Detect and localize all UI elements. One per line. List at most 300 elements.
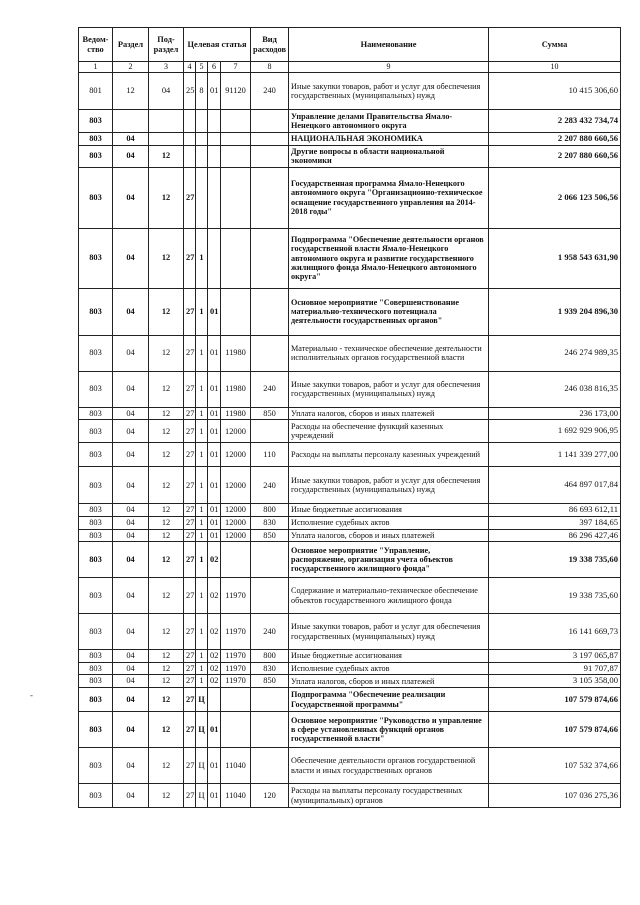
item-name-cell: Исполнение судебных актов: [289, 516, 489, 529]
item-name-cell: Государственная программа Ямало-Ненецкого автономного округа "Организационно-техническое оснащение государственного управления на 2014-2018 годы": [289, 167, 489, 228]
target-direction-cell: [221, 228, 251, 288]
podrazdel-cell: 12: [149, 675, 184, 688]
target-program-cell: 27: [184, 784, 196, 808]
vedomstvo-cell: 803: [79, 443, 113, 467]
table-row: [79, 529, 621, 542]
razdel-cell: 04: [113, 504, 149, 517]
podrazdel-cell: 12: [149, 662, 184, 675]
target-event-cell: 01: [208, 516, 221, 529]
podrazdel-cell: 12: [149, 145, 184, 167]
table-row: [79, 784, 621, 808]
vedomstvo-cell: 801: [79, 73, 113, 110]
item-name-cell: Обеспечение деятельности органов государственной власти и иных государственных органов: [289, 748, 489, 784]
item-name-cell: Другие вопросы в области национальной экономики: [289, 145, 489, 167]
sum-cell: 19 338 735,60: [489, 542, 621, 578]
vedomstvo-cell: 803: [79, 578, 113, 614]
item-name-cell: Иные бюджетные ассигнования: [289, 504, 489, 517]
target-event-cell: 01: [208, 467, 221, 504]
vedomstvo-cell: 803: [79, 167, 113, 228]
vedomstvo-cell: 803: [79, 407, 113, 420]
sum-cell: 236 173,00: [489, 407, 621, 420]
razdel-cell: 04: [113, 688, 149, 712]
col-header-razdel: Раздел: [113, 28, 149, 62]
item-name-cell: Подпрограмма "Обеспечение реализации Государственной программы": [289, 688, 489, 712]
target-program-cell: 25: [184, 73, 196, 110]
target-event-cell: [208, 167, 221, 228]
item-name-cell: Расходы на выплаты персоналу государственных (муниципальных) органов: [289, 784, 489, 808]
podrazdel-cell: 12: [149, 420, 184, 443]
target-subprogram-cell: 1: [196, 288, 208, 335]
target-direction-cell: [221, 110, 251, 133]
item-name-cell: Иные закупки товаров, работ и услуг для обеспечения государственных (муниципальных) нужд: [289, 614, 489, 650]
podrazdel-cell: 12: [149, 504, 184, 517]
target-event-cell: [208, 145, 221, 167]
target-direction-cell: 12000: [221, 504, 251, 517]
vedomstvo-cell: 803: [79, 542, 113, 578]
table-row: [79, 748, 621, 784]
target-program-cell: [184, 145, 196, 167]
podrazdel-cell: 12: [149, 614, 184, 650]
target-direction-cell: [221, 712, 251, 748]
target-event-cell: 02: [208, 542, 221, 578]
expense-type-cell: [251, 228, 289, 288]
sum-cell: 3 105 358,00: [489, 675, 621, 688]
table-row: [79, 467, 621, 504]
target-direction-cell: [221, 145, 251, 167]
sum-cell: 91 707,87: [489, 662, 621, 675]
razdel-cell: 04: [113, 407, 149, 420]
target-event-cell: 01: [208, 748, 221, 784]
podrazdel-cell: 12: [149, 542, 184, 578]
target-program-cell: 27: [184, 688, 196, 712]
sum-cell: 2 066 123 506,56: [489, 167, 621, 228]
target-program-cell: 27: [184, 288, 196, 335]
col-number: 6: [208, 62, 221, 73]
expense-type-cell: 240: [251, 371, 289, 407]
target-direction-cell: 12000: [221, 529, 251, 542]
item-name-cell: Управление делами Правительства Ямало-Ненецкого автономного округа: [289, 110, 489, 133]
razdel-cell: 04: [113, 748, 149, 784]
item-name-cell: Иные бюджетные ассигнования: [289, 650, 489, 663]
vedomstvo-cell: 803: [79, 712, 113, 748]
podrazdel-cell: 12: [149, 748, 184, 784]
target-program-cell: 27: [184, 228, 196, 288]
target-program-cell: 27: [184, 371, 196, 407]
item-name-cell: Уплата налогов, сборов и иных платежей: [289, 529, 489, 542]
target-direction-cell: [221, 542, 251, 578]
razdel-cell: 04: [113, 145, 149, 167]
target-subprogram-cell: 1: [196, 228, 208, 288]
table-row: [79, 578, 621, 614]
col-number: 1: [79, 62, 113, 73]
table-row: [79, 133, 621, 146]
target-subprogram-cell: 1: [196, 650, 208, 663]
podrazdel-cell: 12: [149, 167, 184, 228]
target-direction-cell: [221, 688, 251, 712]
col-number: 10: [489, 62, 621, 73]
vedomstvo-cell: 803: [79, 371, 113, 407]
target-direction-cell: 11040: [221, 784, 251, 808]
target-event-cell: 02: [208, 578, 221, 614]
razdel-cell: 04: [113, 784, 149, 808]
target-event-cell: 01: [208, 504, 221, 517]
podrazdel-cell: 04: [149, 73, 184, 110]
target-direction-cell: 11040: [221, 748, 251, 784]
podrazdel-cell: 12: [149, 443, 184, 467]
target-event-cell: 02: [208, 650, 221, 663]
item-name-cell: Уплата налогов, сборов и иных платежей: [289, 675, 489, 688]
podrazdel-cell: 12: [149, 335, 184, 371]
sum-cell: 2 283 432 734,74: [489, 110, 621, 133]
razdel-cell: 04: [113, 578, 149, 614]
target-subprogram-cell: Ц: [196, 784, 208, 808]
table-row: [79, 110, 621, 133]
col-header-vid: Вид расходов: [251, 28, 289, 62]
vedomstvo-cell: 803: [79, 614, 113, 650]
col-header-podrazdel: Под-раздел: [149, 28, 184, 62]
sum-cell: 246 274 989,35: [489, 335, 621, 371]
target-program-cell: [184, 133, 196, 146]
expense-type-cell: 830: [251, 516, 289, 529]
table-row: [79, 688, 621, 712]
razdel-cell: 04: [113, 614, 149, 650]
target-event-cell: 01: [208, 73, 221, 110]
target-program-cell: 27: [184, 504, 196, 517]
target-event-cell: 01: [208, 335, 221, 371]
item-name-cell: Уплата налогов, сборов и иных платежей: [289, 407, 489, 420]
vedomstvo-cell: 803: [79, 748, 113, 784]
table-row: [79, 662, 621, 675]
sum-cell: 1 958 543 631,90: [489, 228, 621, 288]
target-program-cell: 27: [184, 712, 196, 748]
razdel-cell: 04: [113, 675, 149, 688]
table-row: [79, 650, 621, 663]
target-direction-cell: [221, 167, 251, 228]
budget-table: [78, 27, 621, 808]
vedomstvo-cell: 803: [79, 662, 113, 675]
razdel-cell: 04: [113, 167, 149, 228]
expense-type-cell: [251, 145, 289, 167]
table-row: [79, 73, 621, 110]
sum-cell: 2 207 880 660,56: [489, 145, 621, 167]
target-subprogram-cell: [196, 145, 208, 167]
razdel-cell: 04: [113, 371, 149, 407]
vedomstvo-cell: 803: [79, 529, 113, 542]
expense-type-cell: 850: [251, 407, 289, 420]
table-row: [79, 407, 621, 420]
vedomstvo-cell: 803: [79, 516, 113, 529]
sum-cell: 107 579 874,66: [489, 712, 621, 748]
vedomstvo-cell: 803: [79, 288, 113, 335]
target-event-cell: 01: [208, 420, 221, 443]
vedomstvo-cell: 803: [79, 504, 113, 517]
sum-cell: 464 897 017,84: [489, 467, 621, 504]
expense-type-cell: 240: [251, 73, 289, 110]
sum-cell: 16 141 669,73: [489, 614, 621, 650]
target-program-cell: 27: [184, 542, 196, 578]
col-header-sum: Сумма: [489, 28, 621, 62]
target-event-cell: 01: [208, 712, 221, 748]
podrazdel-cell: 12: [149, 650, 184, 663]
expense-type-cell: [251, 748, 289, 784]
expense-type-cell: 120: [251, 784, 289, 808]
item-name-cell: Исполнение судебных актов: [289, 662, 489, 675]
razdel-cell: 04: [113, 529, 149, 542]
target-event-cell: 01: [208, 371, 221, 407]
razdel-cell: 04: [113, 467, 149, 504]
podrazdel-cell: 12: [149, 784, 184, 808]
target-subprogram-cell: 1: [196, 662, 208, 675]
target-program-cell: 27: [184, 407, 196, 420]
table-row: [79, 167, 621, 228]
vedomstvo-cell: 803: [79, 784, 113, 808]
target-subprogram-cell: 1: [196, 420, 208, 443]
target-program-cell: 27: [184, 420, 196, 443]
target-event-cell: [208, 133, 221, 146]
podrazdel-cell: [149, 110, 184, 133]
podrazdel-cell: 12: [149, 228, 184, 288]
target-direction-cell: 11970: [221, 650, 251, 663]
razdel-cell: 04: [113, 542, 149, 578]
target-subprogram-cell: [196, 167, 208, 228]
expense-type-cell: [251, 578, 289, 614]
sum-cell: 19 338 735,60: [489, 578, 621, 614]
table-row: [79, 675, 621, 688]
col-number: 4: [184, 62, 196, 73]
expense-type-cell: 240: [251, 467, 289, 504]
expense-type-cell: [251, 288, 289, 335]
table-row: [79, 228, 621, 288]
target-direction-cell: 11970: [221, 675, 251, 688]
podrazdel-cell: 12: [149, 688, 184, 712]
target-subprogram-cell: 1: [196, 504, 208, 517]
table-body: [79, 73, 621, 808]
item-name-cell: Расходы на обеспечение функций казенных учреждений: [289, 420, 489, 443]
expense-type-cell: [251, 420, 289, 443]
col-number: 2: [113, 62, 149, 73]
podrazdel-cell: 12: [149, 288, 184, 335]
table-row: [79, 420, 621, 443]
expense-type-cell: 110: [251, 443, 289, 467]
razdel-cell: 04: [113, 133, 149, 146]
target-direction-cell: [221, 133, 251, 146]
podrazdel-cell: [149, 133, 184, 146]
target-event-cell: 01: [208, 407, 221, 420]
target-subprogram-cell: [196, 110, 208, 133]
razdel-cell: 04: [113, 712, 149, 748]
table-row: [79, 516, 621, 529]
item-name-cell: Иные закупки товаров, работ и услуг для обеспечения государственных (муниципальных) нужд: [289, 371, 489, 407]
podrazdel-cell: 12: [149, 712, 184, 748]
target-event-cell: 01: [208, 288, 221, 335]
target-direction-cell: 11980: [221, 407, 251, 420]
item-name-cell: Иные закупки товаров, работ и услуг для обеспечения государственных (муниципальных) нужд: [289, 467, 489, 504]
sum-cell: 10 415 306,60: [489, 73, 621, 110]
podrazdel-cell: 12: [149, 407, 184, 420]
sum-cell: 107 036 275,36: [489, 784, 621, 808]
target-program-cell: 27: [184, 614, 196, 650]
header-row: [79, 28, 621, 62]
razdel-cell: 04: [113, 335, 149, 371]
expense-type-cell: 850: [251, 675, 289, 688]
expense-type-cell: 850: [251, 529, 289, 542]
vedomstvo-cell: 803: [79, 688, 113, 712]
target-subprogram-cell: 1: [196, 371, 208, 407]
target-program-cell: 27: [184, 529, 196, 542]
column-number-row: [79, 62, 621, 73]
podrazdel-cell: 12: [149, 578, 184, 614]
item-name-cell: НАЦИОНАЛЬНАЯ ЭКОНОМИКА: [289, 133, 489, 146]
col-header-target: Целевая статья: [184, 28, 251, 62]
target-direction-cell: 11970: [221, 662, 251, 675]
razdel-cell: 04: [113, 516, 149, 529]
target-subprogram-cell: Ц: [196, 748, 208, 784]
vedomstvo-cell: 803: [79, 145, 113, 167]
vedomstvo-cell: 803: [79, 110, 113, 133]
table-row: [79, 542, 621, 578]
col-number: 5: [196, 62, 208, 73]
table-row: [79, 614, 621, 650]
target-subprogram-cell: 8: [196, 73, 208, 110]
target-subprogram-cell: 1: [196, 335, 208, 371]
vedomstvo-cell: 803: [79, 228, 113, 288]
vedomstvo-cell: 803: [79, 650, 113, 663]
target-direction-cell: 12000: [221, 467, 251, 504]
item-name-cell: Основное мероприятие "Совершенствование материально-технического потенциала деятельности государственных органов": [289, 288, 489, 335]
target-subprogram-cell: Ц: [196, 688, 208, 712]
target-direction-cell: [221, 288, 251, 335]
razdel-cell: 04: [113, 662, 149, 675]
col-header-name: Наименование: [289, 28, 489, 62]
expense-type-cell: 800: [251, 650, 289, 663]
expense-type-cell: [251, 712, 289, 748]
podrazdel-cell: 12: [149, 516, 184, 529]
vedomstvo-cell: 803: [79, 467, 113, 504]
table-row: [79, 371, 621, 407]
podrazdel-cell: 12: [149, 467, 184, 504]
sum-cell: 86 296 427,46: [489, 529, 621, 542]
target-program-cell: 27: [184, 578, 196, 614]
item-name-cell: Расходы на выплаты персоналу казенных учреждений: [289, 443, 489, 467]
target-event-cell: 02: [208, 675, 221, 688]
target-direction-cell: 11980: [221, 371, 251, 407]
target-program-cell: 27: [184, 335, 196, 371]
table-row: [79, 712, 621, 748]
razdel-cell: [113, 110, 149, 133]
expense-type-cell: [251, 688, 289, 712]
expense-type-cell: 240: [251, 614, 289, 650]
item-name-cell: Материально - техническое обеспечение деятельности исполнительных органов государственной власти: [289, 335, 489, 371]
expense-type-cell: [251, 133, 289, 146]
target-direction-cell: 12000: [221, 420, 251, 443]
item-name-cell: Подпрограмма "Обеспечение деятельности органов государственной власти Ямало-Ненецкого автономного округа и развитие государственного жилищного фонда Ямало-Ненецкого автономного округа": [289, 228, 489, 288]
target-program-cell: 27: [184, 662, 196, 675]
vedomstvo-cell: 803: [79, 133, 113, 146]
vedomstvo-cell: 803: [79, 675, 113, 688]
sum-cell: 86 693 612,11: [489, 504, 621, 517]
target-subprogram-cell: Ц: [196, 712, 208, 748]
target-direction-cell: 12000: [221, 443, 251, 467]
col-number: 3: [149, 62, 184, 73]
sum-cell: 107 579 874,66: [489, 688, 621, 712]
target-event-cell: 01: [208, 443, 221, 467]
item-name-cell: Содержание и материально-техническое обеспечение объектов государственного жилищного фонда: [289, 578, 489, 614]
target-event-cell: 01: [208, 784, 221, 808]
razdel-cell: 04: [113, 228, 149, 288]
target-event-cell: 02: [208, 662, 221, 675]
target-program-cell: 27: [184, 167, 196, 228]
expense-type-cell: [251, 542, 289, 578]
target-event-cell: [208, 688, 221, 712]
table-row: [79, 443, 621, 467]
sum-cell: 2 207 880 660,56: [489, 133, 621, 146]
target-program-cell: 27: [184, 650, 196, 663]
sum-cell: 397 184,65: [489, 516, 621, 529]
target-program-cell: 27: [184, 443, 196, 467]
target-subprogram-cell: 1: [196, 467, 208, 504]
table-row: [79, 335, 621, 371]
razdel-cell: 12: [113, 73, 149, 110]
table-row: [79, 504, 621, 517]
target-direction-cell: 12000: [221, 516, 251, 529]
sum-cell: 246 038 816,35: [489, 371, 621, 407]
vedomstvo-cell: 803: [79, 420, 113, 443]
col-number: 7: [221, 62, 251, 73]
target-direction-cell: 91120: [221, 73, 251, 110]
expense-type-cell: 800: [251, 504, 289, 517]
table-row: [79, 145, 621, 167]
target-program-cell: 27: [184, 467, 196, 504]
razdel-cell: 04: [113, 650, 149, 663]
sum-cell: 1 692 929 906,95: [489, 420, 621, 443]
item-name-cell: Иные закупки товаров, работ и услуг для обеспечения государственных (муниципальных) нужд: [289, 73, 489, 110]
target-subprogram-cell: 1: [196, 516, 208, 529]
target-direction-cell: 11970: [221, 614, 251, 650]
table-row: [79, 288, 621, 335]
expense-type-cell: [251, 167, 289, 228]
sum-cell: 107 532 374,66: [489, 748, 621, 784]
vedomstvo-cell: 803: [79, 335, 113, 371]
target-subprogram-cell: 1: [196, 542, 208, 578]
expense-type-cell: [251, 335, 289, 371]
sum-cell: 1 939 204 896,30: [489, 288, 621, 335]
target-program-cell: [184, 110, 196, 133]
target-direction-cell: 11980: [221, 335, 251, 371]
expense-type-cell: 830: [251, 662, 289, 675]
target-direction-cell: 11970: [221, 578, 251, 614]
col-number: 8: [251, 62, 289, 73]
target-event-cell: [208, 110, 221, 133]
expense-type-cell: [251, 110, 289, 133]
sum-cell: 3 197 065,87: [489, 650, 621, 663]
target-subprogram-cell: 1: [196, 675, 208, 688]
margin-mark: -: [30, 690, 33, 700]
sum-cell: 1 141 339 277,00: [489, 443, 621, 467]
razdel-cell: 04: [113, 288, 149, 335]
target-event-cell: 01: [208, 529, 221, 542]
podrazdel-cell: 12: [149, 371, 184, 407]
target-subprogram-cell: 1: [196, 578, 208, 614]
item-name-cell: Основное мероприятие "Управление, распоряжение, организация учета объектов государственного жилищного фонда": [289, 542, 489, 578]
col-number: 9: [289, 62, 489, 73]
razdel-cell: 04: [113, 443, 149, 467]
target-subprogram-cell: 1: [196, 529, 208, 542]
target-program-cell: 27: [184, 675, 196, 688]
item-name-cell: Основное мероприятие "Руководство и управление в сфере установленных функций органов государственной власти": [289, 712, 489, 748]
target-subprogram-cell: [196, 133, 208, 146]
target-subprogram-cell: 1: [196, 614, 208, 650]
target-subprogram-cell: 1: [196, 443, 208, 467]
